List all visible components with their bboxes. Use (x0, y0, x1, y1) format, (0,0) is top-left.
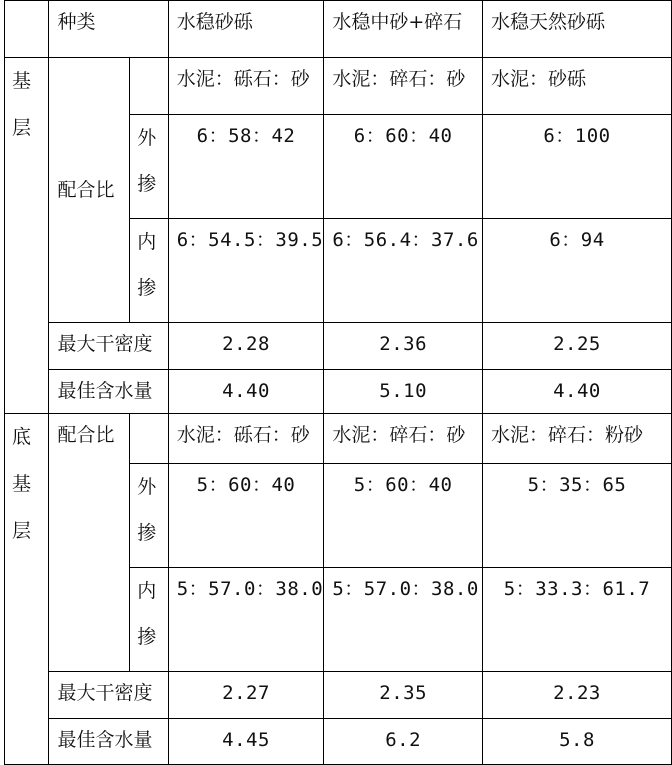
subbase-moisture-c: 5.8 (482, 719, 671, 765)
base-ratio-row (5, 58, 672, 115)
subbase-outer-char: 掺 (137, 522, 157, 544)
base-outer-label (130, 115, 168, 219)
subbase-moisture-row (5, 719, 672, 765)
base-outer-a: 6：58：42 (168, 115, 324, 219)
base-outer-c: 6：100 (482, 115, 671, 219)
subbase-density-a: 2.27 (168, 672, 324, 719)
subbase-ratio-empty-cell (130, 414, 168, 464)
subbase-inner-b: 5：57.0：38.0 (324, 568, 483, 672)
base-outer-char: 掺 (137, 173, 157, 195)
subbase-inner-char: 掺 (137, 626, 157, 648)
base-mix-label: 配合比 (49, 58, 130, 323)
base-moisture-b: 5.10 (324, 370, 483, 414)
base-ratio-c: 水泥：砂砾 (482, 58, 671, 115)
base-inner-a: 6：54.5：39.5 (168, 219, 324, 323)
subbase-section-char: 层 (12, 520, 32, 542)
subbase-density-label: 最大干密度 (49, 672, 168, 719)
base-section-char: 基 (12, 70, 32, 92)
subbase-moisture-a: 4.45 (168, 719, 324, 765)
header-col-b: 水稳中砂+碎石 (324, 1, 483, 58)
subbase-outer-label (130, 464, 168, 568)
base-density-label: 最大干密度 (49, 323, 168, 370)
base-outer-char: 外 (137, 127, 157, 149)
subbase-ratio-row (5, 414, 672, 464)
subbase-density-row (5, 672, 672, 719)
subbase-section-char: 基 (12, 473, 32, 495)
subbase-section-char: 底 (12, 426, 32, 448)
base-density-c: 2.25 (482, 323, 671, 370)
subbase-inner-char: 内 (137, 580, 157, 602)
base-moisture-row (5, 370, 672, 414)
subbase-density-b: 2.35 (324, 672, 483, 719)
subbase-inner-a: 5：57.0：38.0 (168, 568, 324, 672)
base-outer-b: 6：60：40 (324, 115, 483, 219)
subbase-inner-c: 5：33.3：61.7 (482, 568, 671, 672)
subbase-ratio-a: 水泥：砾石：砂 (168, 414, 324, 464)
base-inner-char: 内 (137, 231, 157, 253)
base-inner-c: 6：94 (482, 219, 671, 323)
base-inner-label (130, 219, 168, 323)
base-section-label (5, 58, 49, 414)
base-inner-b: 6：56.4：37.6 (324, 219, 483, 323)
base-density-b: 2.36 (324, 323, 483, 370)
subbase-ratio-c: 水泥：碎石：粉砂 (482, 414, 671, 464)
subbase-ratio-b: 水泥：碎石：砂 (324, 414, 483, 464)
subbase-moisture-label: 最佳含水量 (49, 719, 168, 765)
subbase-mix-label: 配合比 (49, 414, 130, 672)
base-ratio-a: 水泥：砾石：砂 (168, 58, 324, 115)
base-inner-char: 掺 (137, 277, 157, 299)
subbase-moisture-b: 6.2 (324, 719, 483, 765)
header-empty-cell (5, 1, 49, 58)
header-col-c: 水稳天然砂砾 (482, 1, 671, 58)
base-density-row (5, 323, 672, 370)
header-col-a: 水稳砂砾 (168, 1, 324, 58)
subbase-inner-label (130, 568, 168, 672)
base-ratio-empty-cell (130, 58, 168, 115)
subbase-outer-c: 5：35：65 (482, 464, 671, 568)
subbase-outer-char: 外 (137, 476, 157, 498)
base-ratio-b: 水泥：碎石：砂 (324, 58, 483, 115)
base-moisture-c: 4.40 (482, 370, 671, 414)
subbase-section-label (5, 414, 49, 765)
mix-design-table (4, 0, 672, 765)
base-density-a: 2.28 (168, 323, 324, 370)
base-moisture-label: 最佳含水量 (49, 370, 168, 414)
subbase-outer-b: 5：60：40 (324, 464, 483, 568)
subbase-outer-a: 5：60：40 (168, 464, 324, 568)
subbase-density-c: 2.23 (482, 672, 671, 719)
table-header-row (5, 1, 672, 58)
header-type-label: 种类 (49, 1, 168, 58)
base-moisture-a: 4.40 (168, 370, 324, 414)
base-section-char: 层 (12, 117, 32, 139)
